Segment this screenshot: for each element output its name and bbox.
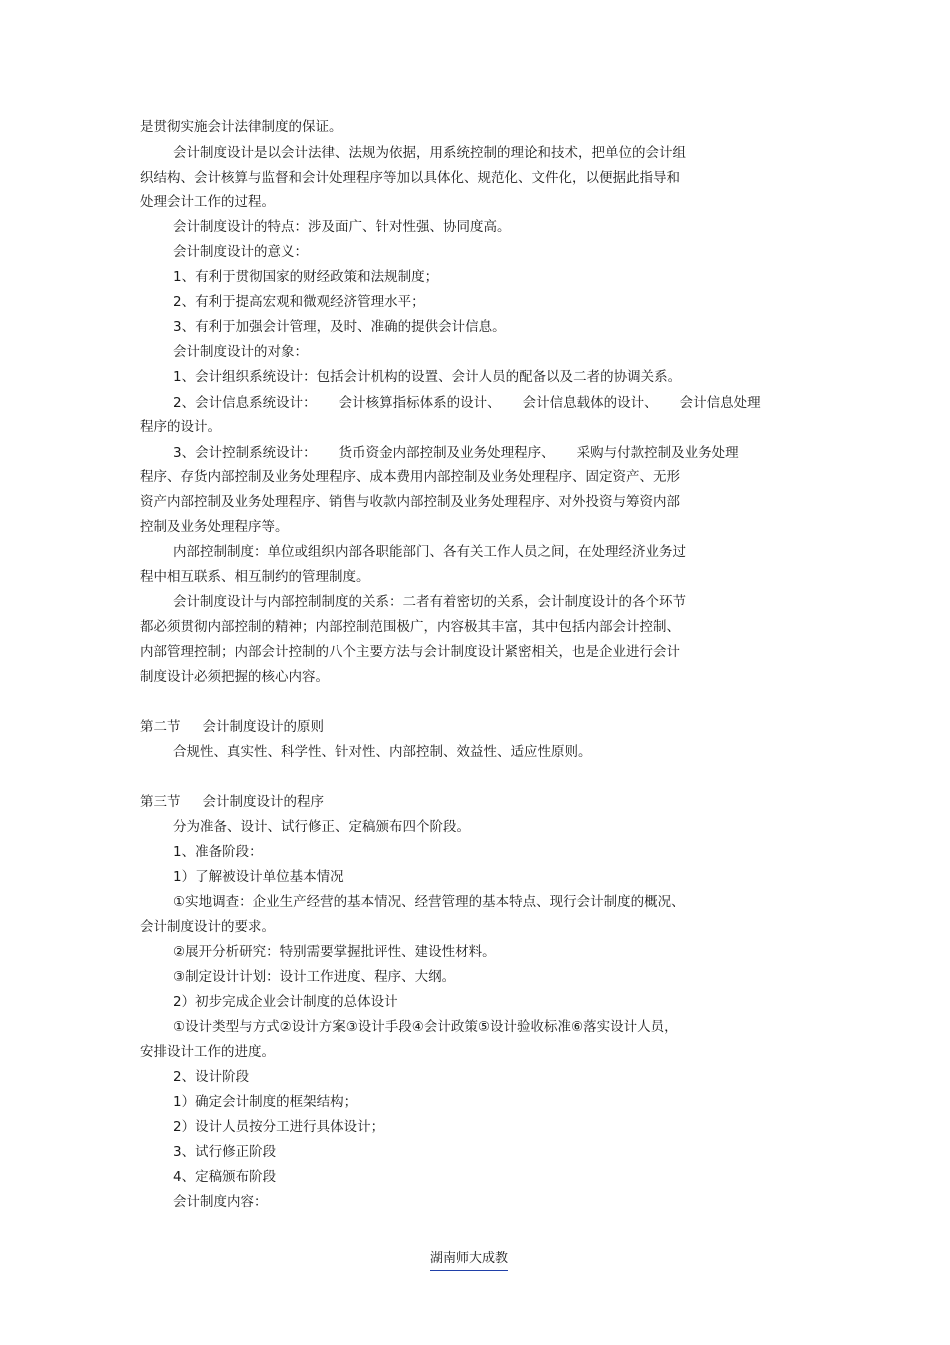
text-line: 2、有利于提高宏观和微观经济管理水平； — [173, 294, 425, 310]
text-line: 4、定稿颁布阶段 — [173, 1169, 277, 1185]
text-line: 1）确定会计制度的框架结构； — [173, 1094, 358, 1110]
section-heading — [140, 790, 324, 814]
text-line: 会计制度设计与内部控制制度的关系：二者有着密切的关系，会计制度设计的各个环节 — [173, 594, 686, 610]
text-line: 合规性、真实性、科学性、针对性、内部控制、效益性、适应性原则。 — [173, 744, 592, 760]
text-line: 程序、存货内部控制及业务处理程序、成本费用内部控制及业务处理程序、固定资产、无形 — [140, 469, 680, 485]
text-segment: 3、会计控制系统设计： — [173, 445, 317, 461]
text-line: 程序的设计。 — [140, 419, 221, 435]
text-line: 会计制度设计的要求。 — [140, 919, 275, 935]
text-line: 1）了解被设计单位基本情况 — [173, 869, 344, 885]
text-line: ①设计类型与方式②设计方案③设计手段④会计政策⑤设计验收标准⑥落实设计人员， — [173, 1019, 678, 1035]
text-line: 制度设计必须把握的核心内容。 — [140, 669, 329, 685]
text-line: 内部管理控制；内部会计控制的八个主要方法与会计制度设计紧密相关，也是企业进行会计 — [140, 644, 680, 660]
text-line: 织结构、会计核算与监督和会计处理程序等加以具体化、规范化、文件化，以便据此指导和 — [140, 170, 680, 186]
text-line: ①实地调查：企业生产经营的基本情况、经营管理的基本特点、现行会计制度的概况、 — [173, 894, 685, 910]
text-segment: 会计核算指标体系的设计、 — [338, 395, 501, 411]
text-line: 2）设计人员按分工进行具体设计； — [173, 1119, 385, 1135]
text-line: ③制定设计计划：设计工作进度、程序、大纲。 — [173, 969, 456, 985]
text-line: 分为准备、设计、试行修正、定稿颁布四个阶段。 — [173, 819, 470, 835]
text-line: 2）初步完成企业会计制度的总体设计 — [173, 994, 398, 1010]
text-line: ②展开分析研究：特别需要掌握批评性、建设性材料。 — [173, 944, 496, 960]
text-line: 会计制度设计的特点：涉及面广、针对性强、协同度高。 — [173, 219, 511, 235]
text-segment: 采购与付款控制及业务处理 — [576, 445, 739, 461]
section-title: 会计制度设计的程序 — [202, 794, 324, 810]
text-segment: 货币资金内部控制及业务处理程序、 — [338, 445, 555, 461]
text-line: 会计制度设计的意义： — [173, 244, 308, 260]
text-line: 1、有利于贯彻国家的财经政策和法规制度； — [173, 269, 439, 285]
text-line: 会计制度内容： — [173, 1194, 268, 1210]
text-line — [173, 391, 761, 415]
text-line: 会计制度设计是以会计法律、法规为依据，用系统控制的理论和技术，把单位的会计组 — [173, 145, 686, 161]
section-number: 第二节 — [140, 719, 181, 735]
page-footer: 湖南师大成教 — [430, 1250, 508, 1271]
text-line: 都必须贯彻内部控制的精神；内部控制范围极广，内容极其丰富，其中包括内部会计控制、 — [140, 619, 680, 635]
text-line: 1、准备阶段： — [173, 844, 263, 860]
section-title: 会计制度设计的原则 — [202, 719, 324, 735]
text-line: 内部控制制度：单位或组织内部各职能部门、各有关工作人员之间，在处理经济业务过 — [173, 544, 686, 560]
text-line: 3、有利于加强会计管理，及时、准确的提供会计信息。 — [173, 319, 506, 335]
section-heading — [140, 715, 324, 739]
text-line: 2、设计阶段 — [173, 1069, 250, 1085]
text-line: 1、会计组织系统设计：包括会计机构的设置、会计人员的配备以及二者的协调关系。 — [173, 369, 682, 385]
text-line: 是贯彻实施会计法律制度的保证。 — [140, 119, 343, 135]
text-line: 资产内部控制及业务处理程序、销售与收款内部控制及业务处理程序、对外投资与筹资内部 — [140, 494, 680, 510]
text-segment: 2、会计信息系统设计： — [173, 395, 317, 411]
text-line: 程中相互联系、相互制约的管理制度。 — [140, 569, 370, 585]
text-line: 会计制度设计的对象： — [173, 344, 308, 360]
section-number: 第三节 — [140, 794, 181, 810]
text-segment: 会计信息载体的设计、 — [522, 395, 658, 411]
text-line — [173, 441, 739, 465]
text-line: 控制及业务处理程序等。 — [140, 519, 289, 535]
text-segment: 会计信息处理 — [679, 395, 761, 411]
text-line: 处理会计工作的过程。 — [140, 194, 275, 210]
text-line: 3、试行修正阶段 — [173, 1144, 277, 1160]
text-line: 安排设计工作的进度。 — [140, 1044, 275, 1060]
